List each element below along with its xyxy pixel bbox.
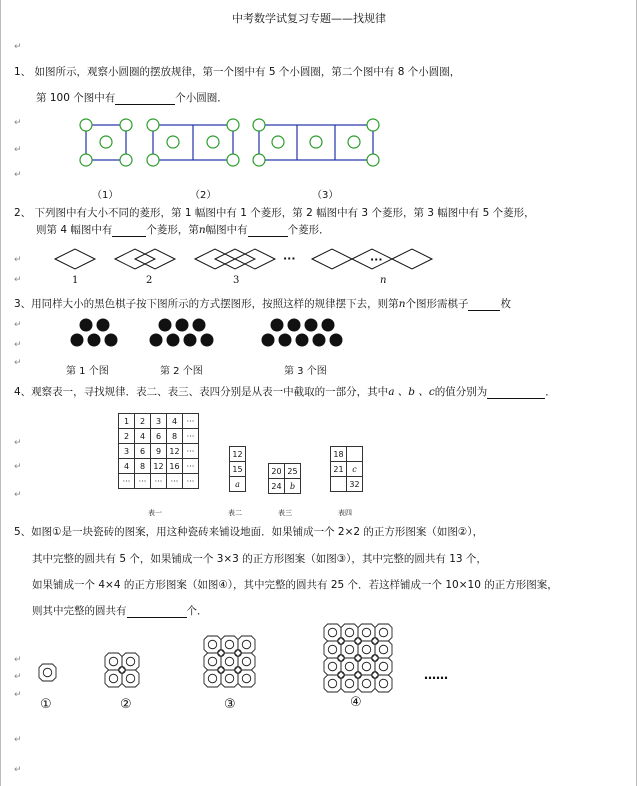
tile-circle: [225, 640, 234, 649]
paragraph-mark: ↵: [14, 118, 22, 128]
tile-octagon: [39, 664, 56, 681]
table-1-caption: 表一: [148, 509, 162, 517]
paragraph-mark: ↵: [14, 275, 22, 285]
q5-label-2: ②: [120, 697, 132, 712]
q2-line2-b: 个菱形，第: [146, 224, 199, 236]
tile-circle: [328, 645, 337, 654]
tile-circle: [119, 667, 126, 674]
table-cell: 25: [285, 464, 301, 479]
tile-figure-1: [39, 664, 56, 681]
q5-label-3: ③: [224, 697, 236, 712]
table-cell: 4: [167, 414, 183, 429]
q2-text-line1: 2、 下列图中有大小不同的菱形，第 1 幅图中有 1 个菱形，第 2 幅图中有 3 个菱形，第 3 幅图中有 5 个菱形，: [14, 207, 535, 219]
table-cell: 18: [331, 447, 347, 462]
paragraph-mark: ↵: [14, 42, 22, 52]
paragraph-mark: ↵: [14, 438, 22, 448]
table-cell: ···: [119, 474, 135, 489]
tile-circle: [362, 628, 371, 637]
table-cell: 6: [151, 429, 167, 444]
q4-end: ．: [545, 386, 556, 398]
q5-label-4: ④: [350, 695, 362, 710]
table-cell: 24: [269, 479, 285, 494]
tile-circle: [372, 638, 379, 645]
table-cell: 4: [135, 429, 151, 444]
q1-label-2: （2）: [190, 190, 217, 201]
q3-label-1: 第 1 个图: [66, 366, 109, 377]
table-cell: ···: [183, 474, 199, 489]
paragraph-mark: ↵: [14, 255, 22, 265]
table-cell: 3: [151, 414, 167, 429]
table-cell: 4: [119, 459, 135, 474]
paragraph-mark: ↵: [14, 170, 22, 180]
table-cell: ···: [183, 414, 199, 429]
tile-circle: [242, 674, 251, 683]
q2-ellipsis-2: ···: [370, 253, 383, 266]
table-cell: 32: [347, 477, 363, 492]
paragraph-mark: ↵: [14, 490, 22, 500]
paragraph-mark: ↵: [14, 358, 22, 368]
tile-circle: [345, 628, 354, 637]
q1-line2-pre: 第 100 个图中有: [36, 92, 116, 104]
q1-line2-post: 个小圆圈．: [175, 92, 228, 104]
table-cell: 9: [151, 444, 167, 459]
table-cell: 6: [135, 444, 151, 459]
tile-circle: [345, 679, 354, 688]
tile-figure-3: [204, 636, 255, 687]
tile-circle: [345, 645, 354, 654]
paragraph-mark: ↵: [14, 320, 22, 330]
tile-circle: [362, 662, 371, 671]
q3-label-2: 第 2 个图: [160, 366, 203, 377]
paragraph-mark: ↵: [14, 655, 22, 665]
table-cell: 2: [119, 429, 135, 444]
q5-text-line1: 5、如图①是一块瓷砖的图案，用这种瓷砖来铺设地面．如果铺成一个 2×2 的正方形图案（如图②），: [14, 526, 484, 538]
table-4-caption: 表四: [338, 509, 352, 517]
tile-circle: [208, 657, 217, 666]
table-cell: 1: [119, 414, 135, 429]
tile-circle: [355, 672, 362, 679]
table-cell: 21: [331, 462, 347, 477]
table-cell: 15: [230, 462, 246, 477]
tile-circle: [43, 668, 52, 677]
tile-circle: [372, 672, 379, 679]
q1-label-3: （3）: [312, 190, 339, 201]
q2-line2-d: 个菱形．: [287, 224, 330, 236]
q2-line2-c: 幅图中有: [205, 224, 248, 236]
tile-circle: [328, 628, 337, 637]
tile-circle: [235, 650, 242, 657]
tile-circle: [126, 657, 135, 666]
tile-circle: [379, 662, 388, 671]
q4-vars: a 、b 、c: [388, 386, 435, 398]
tile-circle: [242, 657, 251, 666]
page-title: 中考数学试复习专题——找规律: [232, 12, 386, 25]
q5-text-line2: 其中完整的圆共有 5 个，如果铺成一个 3×3 的正方形图案（如图③），其中完整的圆共有 13 个，: [32, 553, 487, 565]
tile-circle: [208, 674, 217, 683]
tile-circle: [208, 640, 217, 649]
tile-circle: [362, 645, 371, 654]
paragraph-mark: ↵: [14, 765, 22, 775]
table-3-caption: 表三: [278, 509, 292, 517]
table-cell: 3: [119, 444, 135, 459]
tile-circle: [126, 674, 135, 683]
table-cell: 8: [135, 459, 151, 474]
table-cell: b: [285, 479, 301, 494]
q3-line1-pre: 3、用同样大小的黑色棋子按下图所示的方式摆图形，按照这样的规律摆下去，则第: [14, 298, 399, 310]
q2-label-3: 3: [233, 275, 240, 286]
table-cell: ···: [183, 444, 199, 459]
tile-circle: [218, 667, 225, 674]
table-cell: ···: [167, 474, 183, 489]
tile-circle: [379, 679, 388, 688]
tile-circle: [225, 674, 234, 683]
tile-circle: [379, 645, 388, 654]
table-cell: c: [347, 462, 363, 477]
q5-ellipsis: ……: [424, 668, 448, 682]
tile-circle: [218, 650, 225, 657]
q2-line2-n: n: [198, 224, 206, 236]
q3-line1-n: n: [398, 298, 406, 310]
q4-line1-pre: 4、观察表一，寻找规律．表二、表三、表四分别是从表一中截取的一部分，其中: [14, 386, 389, 398]
q3-label-3: 第 3 个图: [284, 366, 327, 377]
paragraph-mark: ↵: [14, 462, 22, 472]
q2-label-2: 2: [146, 275, 153, 286]
tile-circle: [109, 657, 118, 666]
tile-circle: [328, 662, 337, 671]
q3-line1-mid: 个图形需棋子: [405, 298, 469, 310]
table-cell: 12: [167, 444, 183, 459]
q5-line4-pre: 则其中完整的圆共有: [32, 605, 127, 617]
table-cell: 20: [269, 464, 285, 479]
q5-line4-post: 个．: [186, 605, 208, 617]
paragraph-mark: ↵: [14, 690, 22, 700]
table-cell: 16: [167, 459, 183, 474]
tile-circle: [235, 667, 242, 674]
q2-ellipsis: ···: [283, 252, 296, 265]
table-cell: ···: [135, 474, 151, 489]
table-cell: 12: [230, 447, 246, 462]
tile-circle: [338, 672, 345, 679]
tile-circle: [355, 638, 362, 645]
q1-label-1: （1）: [92, 190, 119, 201]
tile-circle: [355, 655, 362, 662]
tile-circle: [338, 655, 345, 662]
table-cell: ···: [183, 429, 199, 444]
paragraph-mark: ↵: [14, 145, 22, 155]
table-cell: 12: [151, 459, 167, 474]
paragraph-mark: ↵: [14, 735, 22, 745]
table-cell: 2: [135, 414, 151, 429]
tile-circle: [362, 679, 371, 688]
q2-label-n: n: [380, 275, 387, 286]
tile-circle: [328, 679, 337, 688]
tile-circle: [379, 628, 388, 637]
table-cell: ···: [151, 474, 167, 489]
tile-circle: [225, 657, 234, 666]
tile-figure-2: [105, 653, 139, 687]
tile-circle: [338, 638, 345, 645]
paragraph-mark: ↵: [14, 340, 22, 350]
tile-figure-4: [324, 624, 392, 692]
table-2-caption: 表二: [228, 509, 242, 517]
table-cell: 8: [167, 429, 183, 444]
paragraph-mark: ↵: [14, 672, 22, 682]
q5-label-1: ①: [40, 697, 52, 712]
q2-label-1: 1: [72, 275, 79, 286]
q3-line1-post: 枚: [500, 298, 511, 310]
tile-circle: [372, 655, 379, 662]
tile-circle: [242, 640, 251, 649]
q4-line1-post: 的值分别为: [434, 386, 488, 398]
q2-line2-a: 则第 4 幅图中有: [36, 224, 113, 236]
tile-circle: [345, 662, 354, 671]
q5-text-line3: 如果铺成一个 4×4 的正方形图案（如图④），其中完整的圆共有 25 个．若这样铺成一个 10×10 的正方形图案，: [32, 579, 558, 591]
tile-circle: [109, 674, 118, 683]
table-cell: ···: [183, 459, 199, 474]
q1-text-line1: 1、 如图所示，观察小圆圈的摆放规律，第一个图中有 5 个小圆圈，第二个图中有 8 个小圆圈，: [14, 66, 461, 78]
table-cell: a: [230, 477, 246, 492]
